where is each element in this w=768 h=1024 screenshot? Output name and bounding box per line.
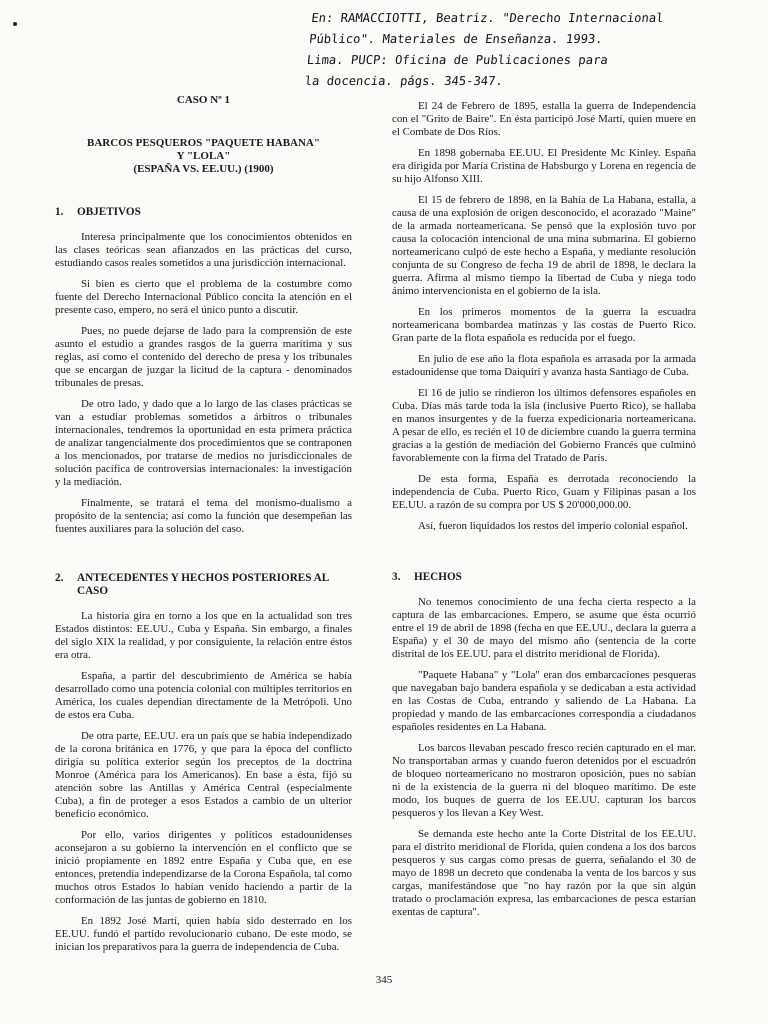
paragraph: No tenemos conocimiento de una fecha cierta respecto a la captura de las embarcaciones. Empero, se asume que ésta ocurrió entre el 19 de abril de 1898 (fecha en que EE.UU., declara la guerra a España) y el 30 de mayo del mismo año (sentencia de la corte distrital de los EE.UU. para el distrito meridional de Florida). bbox=[392, 596, 696, 660]
paragraph: Por ello, varios dirigentes y políticos estadounidenses aconsejaron a su gobierno la intervención en el conflicto que se inició propiamente en 1892 entre España y Cuba que, en ese entonces, pretendía independizarse de la Corona Española, tal como muchos otros Estados lo habían venido haciendo a partir de la conformación de las juntas de gobierno en 1810. bbox=[55, 829, 352, 906]
handwritten-citation bbox=[304, 8, 765, 92]
paragraph: En 1898 gobernaba EE.UU. El Presidente Mc Kinley. España era dirigida por María Cristina de Habsburgo y Lorena en regencia de su hijo Alfonso XIII. bbox=[392, 147, 696, 185]
case-label: CASO Nº 1 bbox=[176, 94, 231, 106]
paragraph: Los barcos llevaban pescado fresco recién capturado en el mar. No transportaban armas y cuando fueron detenidos por el escuadrón de bloqueo norteamericano no mostraron oposición, pues no sabían ni de la existencia de la guerra ni del bloqueo marítimo. De este modo, los buques de guerra de los EE.UU. capturan los barcos pesqueros y los llevan a Key West. bbox=[392, 742, 696, 819]
section-title: HECHOS bbox=[414, 571, 462, 583]
handwritten-line: Público". Materiales de Enseñanza. 1993. bbox=[308, 32, 604, 46]
section-heading-antecedentes bbox=[55, 572, 352, 598]
section-title: ANTECEDENTES Y HECHOS POSTERIORES AL CASO bbox=[77, 572, 329, 597]
paragraph: Si bien es cierto que el problema de la costumbre como fuente del Derecho Internacional Público concita la atención en el presente caso, empero, no será el único punto a discutir. bbox=[55, 278, 352, 316]
paragraph: El 24 de Febrero de 1895, estalla la guerra de Independencia con el "Grito de Baire". En ésta participó José Martí, quien muere en el Combate de Dos Ríos. bbox=[392, 100, 696, 138]
section-heading-hechos bbox=[392, 571, 696, 584]
paragraph: Se demanda este hecho ante la Corte Distrital de los EE.UU. para el distrito meridional de Florida, quien condena a los dos barcos pesqueros y sus cargas como presas de guerra, señalando el 30 de mayo de 1898 un decreto que condenaba la venta de los barcos y sus cargas, manifestándose que "no hay razón por la que sin algún tratado o proclamación expresa, las embarcaciones de pesca estarían exentas de captura". bbox=[392, 828, 696, 918]
paragraph: El 15 de febrero de 1898, en la Bahía de La Habana, estalla, a causa de una explosión de origen desconocido, el acorazado "Maine" de la armada norteamericana. Se pensó que la explosión tuvo por causa la colocación intencional de una mina submarina. El gobierno norteamericano culpó de este hecho a España, y mediante resolución conjunta de su Congreso de fecha 19 de abril de 1898, le declara la guerra. Afirma al mismo tiempo la libertad de Cuba y niega todo ánimo intervencionista en el gobierno de la isla. bbox=[392, 194, 696, 297]
right-column bbox=[392, 100, 696, 927]
scan-speck bbox=[13, 22, 17, 26]
paragraph: En los primeros momentos de la guerra la escuadra norteamericana bombardea matinzas y las costas de Puerto Rico. Gran parte de la flota española es reducida por el fuego. bbox=[392, 306, 696, 344]
paragraph: Pues, no puede dejarse de lado para la comprensión de este asunto el estudio a grandes rasgos de la guerra marítima y sus reglas, así como el contenido del derecho de presa y los tribunales que se encargan de juzgar la licitud de la captura - denominados tribunales de presas. bbox=[55, 325, 352, 389]
paragraph: "Paquete Habana" y "Lola" eran dos embarcaciones pesqueras que navegaban bajo bandera española y se dedicaban a esta actividad en las Costas de Cuba, entrando y saliendo de La Habana. La propiedad y mando de las embarcaciones correspondía a ciudadanos españoles residentes en La Habana. bbox=[392, 669, 696, 733]
page-number: 345 bbox=[375, 974, 393, 986]
section-number: 3. bbox=[392, 571, 401, 583]
case-title-line: Y "LOLA" bbox=[176, 150, 231, 162]
paragraph: Así, fueron liquidados los restos del imperio colonial español. bbox=[418, 520, 688, 532]
paragraph: De otro lado, y dado que a lo largo de las clases prácticas se van a estudiar problemas sometidos a árbitros o tribunales internacionales, tendremos la oportunidad en esta primera práctica de analizar tangencialmente dos procedimientos que se contraponen a los mencionados, por tratarse de medios no jurisdiccionales de solución pacífica de controversias internacionales: la investigación y la mediación. bbox=[55, 398, 352, 488]
paragraph: Interesa principalmente que los conocimientos obtenidos en las clases teóricas sean afianzados en las prácticas del curso, estudiando casos reales sometidos a una jurisdicción internacional. bbox=[55, 231, 352, 269]
paragraph: En 1892 José Martí, quien había sido desterrado en los EE.UU. fundó el partido revolucionario cubano. De este modo, se inician los preparativos para la guerra de independencia de Cuba. bbox=[55, 915, 352, 953]
paragraph: La historia gira en torno a los que en la actualidad son tres Estados distintos: EE.UU., Cuba y España. Sin embargo, a finales del siglo XIX la realidad, y por consiguiente, la relación entre éstos era otra. bbox=[55, 610, 352, 661]
case-title-line: BARCOS PESQUEROS "PAQUETE HABANA" bbox=[87, 137, 320, 149]
paragraph: De esta forma, España es derrotada reconociendo la independencia de Cuba. Puerto Rico, Guam y Filipinas pasan a los EE.UU. a razón de su compra por US $ 20'000,000.00. bbox=[392, 473, 696, 511]
paragraph: En julio de ese año la flota española es arrasada por la armada estadounidense que toma Daiquirí y avanza hasta Santiago de Cuba. bbox=[392, 353, 696, 378]
paragraph: España, a partir del descubrimiento de América se había desarrollado como una potencia colonial con múltiples territorios en América, los cuales dependían directamente de la Metrópoli. Uno de estos era Cuba. bbox=[55, 670, 352, 721]
paragraph: De otra parte, EE.UU. era un país que se había independizado de la corona británica en 1776, y que para la época del conflicto dirigía su política exterior según los preceptos de la doctrina Monroe (América para los Americanos). En base a ésta, fijó su atención sobre las Antillas y América Central (especialmente Cuba), a fin de proteger a esos Estados a cambio de un ulterior beneficio económico. bbox=[55, 730, 352, 820]
section-heading-objetivos bbox=[55, 206, 352, 219]
paragraph: Finalmente, se tratará el tema del monismo-dualismo a propósito de la sentencia; así como la función que desempeñan las fuentes auxiliares para la solución del caso. bbox=[55, 497, 352, 535]
handwritten-line: la docencia. págs. 345-347. bbox=[304, 74, 504, 88]
section-title: OBJETIVOS bbox=[77, 206, 141, 218]
left-column bbox=[55, 94, 352, 962]
section-number: 1. bbox=[55, 206, 64, 218]
handwritten-line: Lima. PUCP: Oficina de Publicaciones para bbox=[306, 53, 609, 67]
section-number: 2. bbox=[55, 572, 64, 584]
case-title bbox=[55, 137, 352, 176]
paragraph: El 16 de julio se rindieron los últimos defensores españoles en Cuba. Días más tarde toda la isla (inclusive Puerto Rico), se hallaba en manos insurgentes y de la fuerza expedicionaria norteamericana. A pesar de ello, es recién el 10 de diciembre cuando la guerra termina gracias a la gestión de mediación del Gobierno Francés que culminó favorablemente con la firma del Tratado de París. bbox=[392, 387, 696, 464]
case-title-line: (ESPAÑA VS. EE.UU.) (1900) bbox=[133, 163, 274, 175]
handwritten-line: En: RAMACCIOTTI, Beatriz. "Derecho Internacional bbox=[310, 11, 665, 25]
